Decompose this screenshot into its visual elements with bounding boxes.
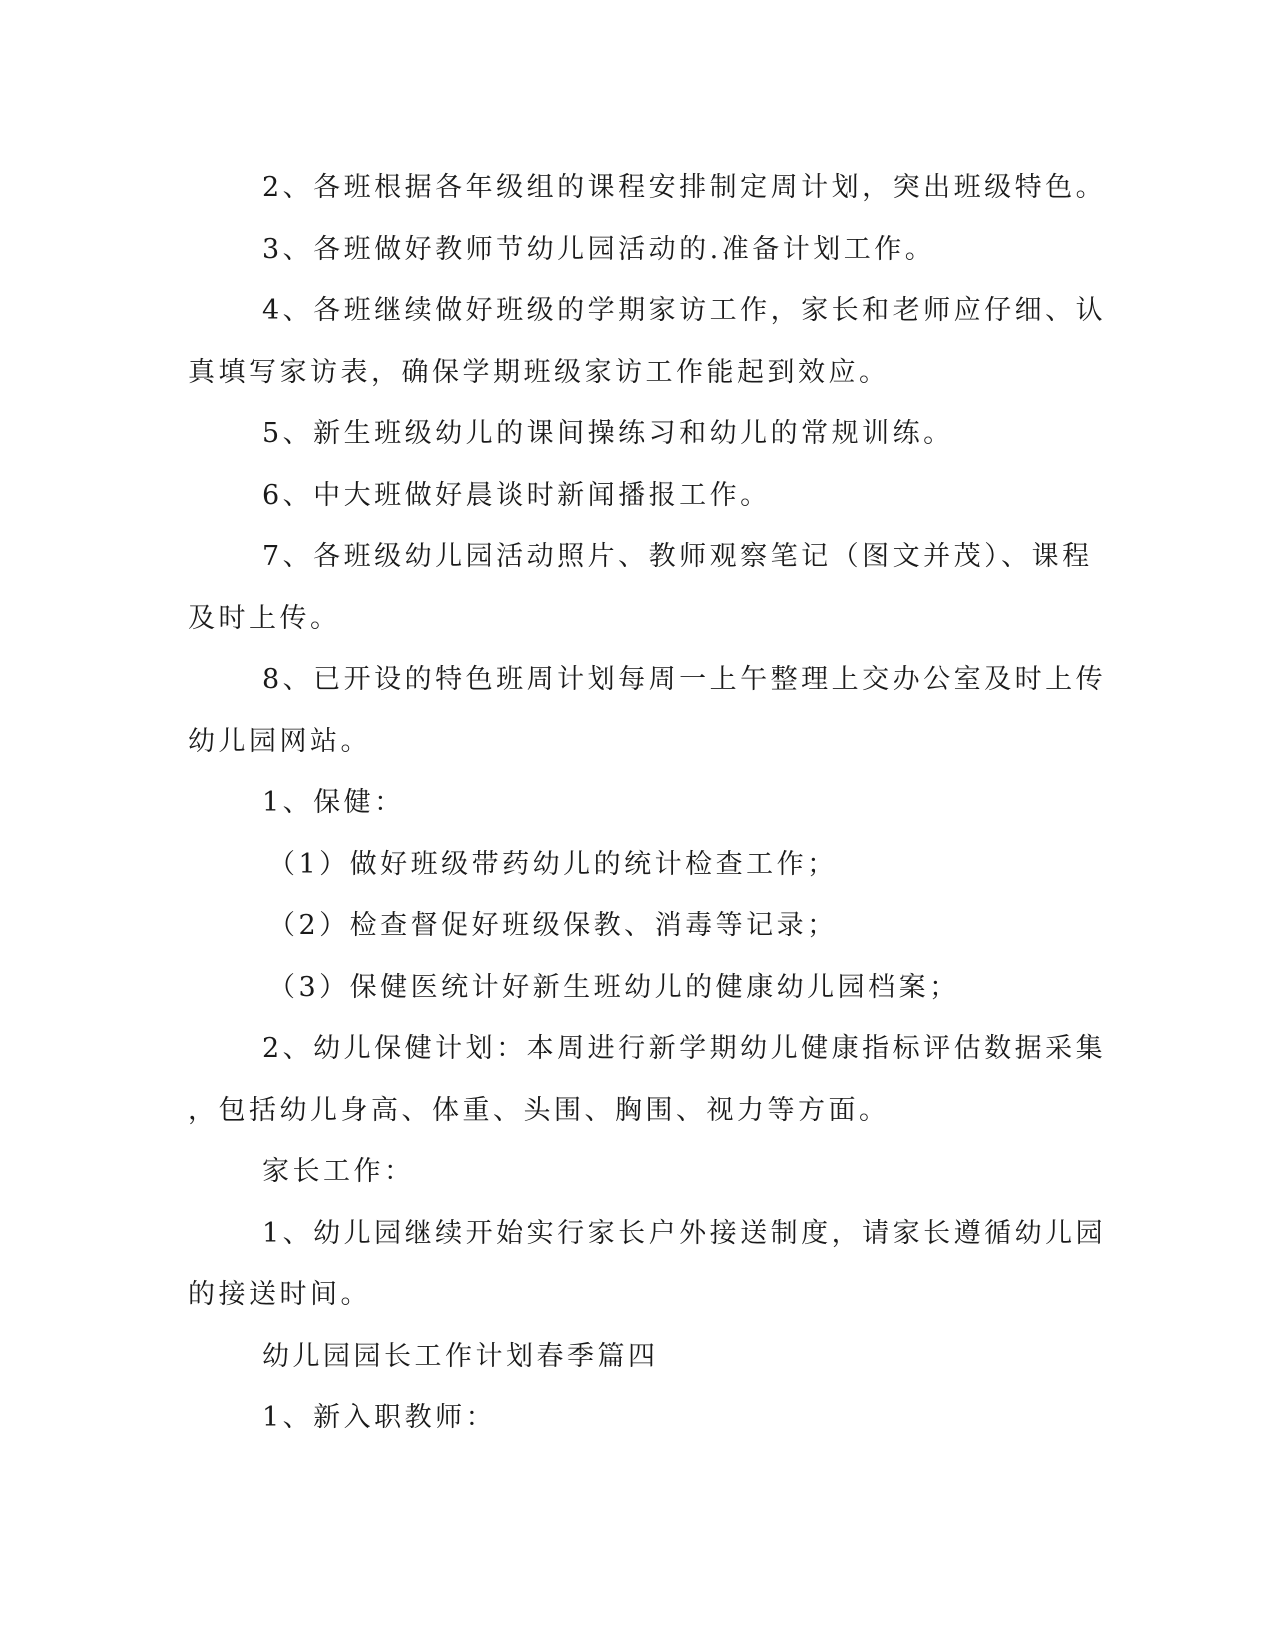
health-plan-line-1: 2、幼儿保健计划：本周进行新学期幼儿健康指标评估数据采集 — [262, 1033, 1107, 1064]
new-teachers-heading: 1、新入职教师： — [262, 1402, 497, 1433]
paragraph-item-2-line-1: 2、各班根据各年级组的课程安排制定周计划，突出班级特色。 — [262, 172, 1107, 203]
paragraph-item-6-line-1: 6、中大班做好晨谈时新闻播报工作。 — [262, 479, 771, 511]
paragraph-item-7-line-1: 7、各班级幼儿园活动照片、教师观察笔记（图文并茂）、课程 — [262, 541, 1093, 572]
health-subitem-1: （1）做好班级带药幼儿的统计检查工作； — [268, 848, 838, 880]
paragraph-item-4-line-1: 4、各班继续做好班级的学期家访工作，家长和老师应仔细、认 — [262, 295, 1107, 326]
document-body — [188, 157, 1107, 1449]
article-title: 幼儿园园长工作计划春季篇四 — [262, 1340, 659, 1372]
paragraph-item-8-line-1: 8、已开设的特色班周计划每周一上午整理上交办公室及时上传 — [262, 664, 1107, 695]
health-subitem-2: （2）检查督促好班级保教、消毒等记录； — [268, 910, 838, 941]
section-health-heading: 1、保健： — [262, 787, 405, 818]
parents-item-1-line-1: 1、幼儿园继续开始实行家长户外接送制度，请家长遵循幼儿园 — [262, 1217, 1107, 1249]
paragraph-item-4-line-2: 真填写家访表，确保学期班级家访工作能起到效应。 — [188, 356, 890, 388]
section-parents-heading: 家长工作： — [262, 1156, 415, 1187]
parents-item-1-line-2: 的接送时间。 — [188, 1279, 371, 1310]
health-subitem-3: （3）保健医统计好新生班幼儿的健康幼儿园档案； — [268, 971, 960, 1003]
paragraph-item-5-line-1: 5、新生班级幼儿的课间操练习和幼儿的常规训练。 — [262, 418, 954, 449]
paragraph-item-8-line-2: 幼儿园网站。 — [188, 725, 371, 757]
paragraph-item-7-line-2: 及时上传。 — [188, 602, 341, 634]
health-plan-line-2: ，包括幼儿身高、体重、头围、胸围、视力等方面。 — [188, 1094, 890, 1126]
paragraph-item-3-line-1: 3、各班做好教师节幼儿园活动的.准备计划工作。 — [262, 233, 936, 265]
